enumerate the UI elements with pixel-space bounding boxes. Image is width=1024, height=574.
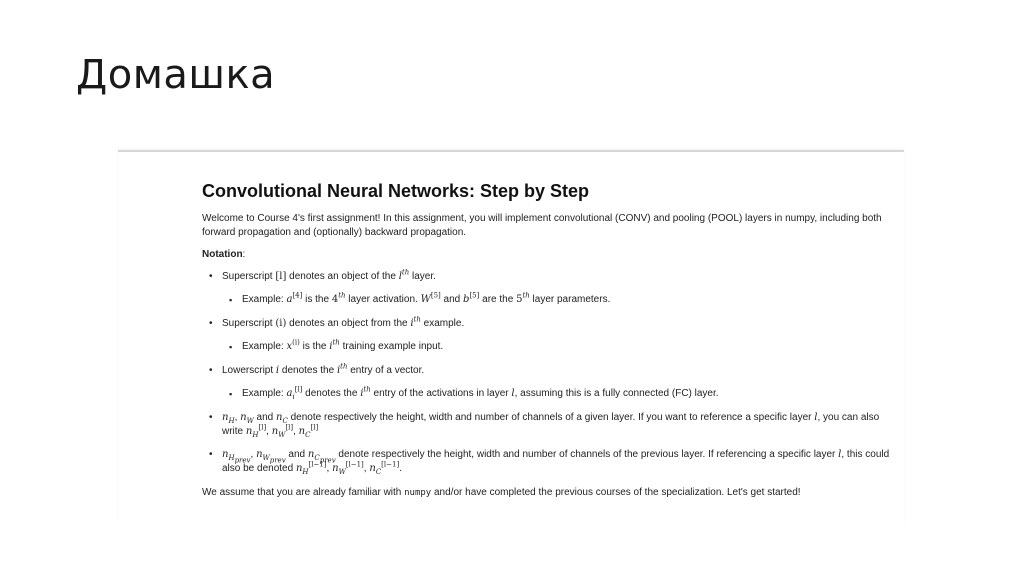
math-subsub: prev (234, 456, 251, 465)
assignment-document (202, 180, 892, 500)
math: l (814, 412, 818, 423)
text: denotes an object of the (286, 271, 399, 282)
text: , (266, 426, 272, 437)
notation-example-input (202, 340, 892, 354)
text: , assuming this is a fully connected (FC) layer. (514, 388, 719, 399)
math-sup: th (338, 291, 346, 300)
text: and (440, 294, 464, 305)
notation-example-layer (202, 293, 892, 307)
math-sub-text: H (228, 454, 235, 462)
text: Example: (242, 388, 287, 399)
text: and (285, 449, 308, 460)
math: a (286, 388, 293, 399)
math: i (360, 388, 364, 399)
text: , you can also write (222, 412, 880, 437)
math-sub: H (302, 468, 309, 476)
text: denote respectively the height, width and number of channels of a given layer. If you want to reference a specific layer (287, 412, 815, 423)
math-sup: [l−1] (345, 460, 364, 469)
text: Lowerscript (222, 365, 276, 376)
math-subsub: prev (269, 456, 286, 465)
text: , (293, 426, 299, 437)
text: is the (302, 294, 332, 305)
notation-item-example (202, 317, 892, 331)
math: n (222, 412, 229, 423)
math-sub (228, 454, 251, 465)
inline-code: numpy (404, 488, 432, 498)
math: l (511, 388, 515, 399)
math-sup: [l] (285, 423, 294, 432)
math-sub: H (228, 417, 235, 425)
math-sub: C (375, 468, 382, 476)
text: , (363, 463, 370, 474)
text: Superscript (222, 318, 276, 329)
text: training example input. (339, 341, 444, 352)
math-sup: [l] (310, 423, 319, 432)
notation-item-previous-dimensions (202, 448, 892, 476)
math-sup: th (413, 315, 421, 324)
math: l (838, 449, 842, 460)
text: example. (420, 318, 465, 329)
text: denotes the (279, 365, 337, 376)
math: i (336, 365, 341, 376)
text: We assume that you are already familiar with (202, 487, 405, 498)
math-sub-text: C (314, 454, 320, 462)
math: n (369, 463, 376, 474)
math: 4 (331, 294, 339, 305)
assignment-screenshot (118, 150, 904, 524)
math: n (332, 463, 339, 474)
math-sup: [4] (292, 291, 303, 300)
math: n (256, 449, 263, 460)
notation-item-dimensions (202, 411, 892, 439)
text: and (253, 412, 277, 423)
math: i (329, 341, 333, 352)
notation-item-vector (202, 364, 892, 378)
math: l (398, 271, 402, 282)
math-sub: H (252, 431, 259, 439)
math-sup: (i) (292, 338, 300, 347)
math-sub: W (278, 431, 286, 439)
math: i (275, 365, 280, 376)
math-sup: [l] (258, 423, 267, 432)
math-sup: th (332, 338, 340, 347)
math: i (410, 318, 414, 329)
notation-example-activation (202, 387, 892, 401)
math-sub: C (282, 417, 288, 425)
slide-title: Домашка (76, 52, 276, 98)
math-sup: th (340, 362, 348, 371)
text: denotes the (302, 388, 361, 399)
text: is the (299, 341, 330, 352)
math-subsub: prev (319, 456, 336, 465)
math-sub: i (292, 393, 295, 401)
math-sup: th (363, 385, 371, 394)
text: entry of a vector. (347, 365, 425, 376)
math: n (222, 449, 229, 460)
text: denotes an object from the (286, 318, 411, 329)
math-sup: [5] (430, 291, 441, 300)
notation-label: Notation (202, 249, 243, 260)
math-sup: th (401, 268, 410, 277)
math-sub: W (246, 417, 254, 425)
math-sup: [l−1] (381, 460, 400, 469)
doc-title: Convolutional Neural Networks: Step by Step (202, 181, 590, 201)
math: n (295, 463, 303, 474)
text: layer activation. (345, 294, 421, 305)
text: layer parameters. (529, 294, 611, 305)
math: x (286, 341, 293, 352)
math: [l] (275, 271, 287, 282)
math: (i) (275, 318, 287, 329)
math: n (240, 412, 247, 423)
text: Example: (242, 294, 287, 305)
math: W (420, 294, 431, 305)
math: a (286, 294, 293, 305)
text: , this could also be denoted (222, 449, 890, 474)
text: Example: (242, 341, 287, 352)
text: and/or have completed the previous courses of the specialization. Let's get started! (431, 487, 801, 498)
math-sup: th (522, 291, 530, 300)
math-sup: [l−1] (308, 460, 327, 469)
text: . (399, 463, 402, 474)
math-sub (262, 454, 286, 465)
math: n (276, 412, 283, 423)
text: , (326, 463, 333, 474)
math-sub: C (305, 431, 311, 439)
text: entry of the activations in layer (370, 388, 512, 399)
math-sub: W (338, 468, 346, 476)
outro-paragraph (202, 486, 892, 500)
math: n (245, 426, 253, 437)
text: are the (479, 294, 517, 305)
math-sup: [5] (469, 291, 480, 300)
math: 5 (516, 294, 523, 305)
math-sub-text: W (262, 454, 270, 462)
text: denote respectively the height, width and number of channels of the previous layer. If referencing a specific layer (335, 449, 839, 460)
text: layer. (409, 271, 436, 282)
notation-heading: Notation: (202, 249, 246, 260)
math: b (463, 294, 470, 305)
text: Superscript (222, 271, 276, 282)
text: , (234, 412, 241, 423)
text: , (250, 449, 257, 460)
math: n (271, 426, 279, 437)
notation-item-layer (202, 270, 892, 284)
math: n (307, 449, 315, 460)
math: n (298, 426, 306, 437)
math-sup: [l] (294, 385, 303, 394)
intro-paragraph: Welcome to Course 4's first assignment! In this assignment, you will implement convolutional (CONV) and pooling (POOL) layers in numpy, including both forward propagation and (optionally) backward propagation. (202, 213, 882, 238)
